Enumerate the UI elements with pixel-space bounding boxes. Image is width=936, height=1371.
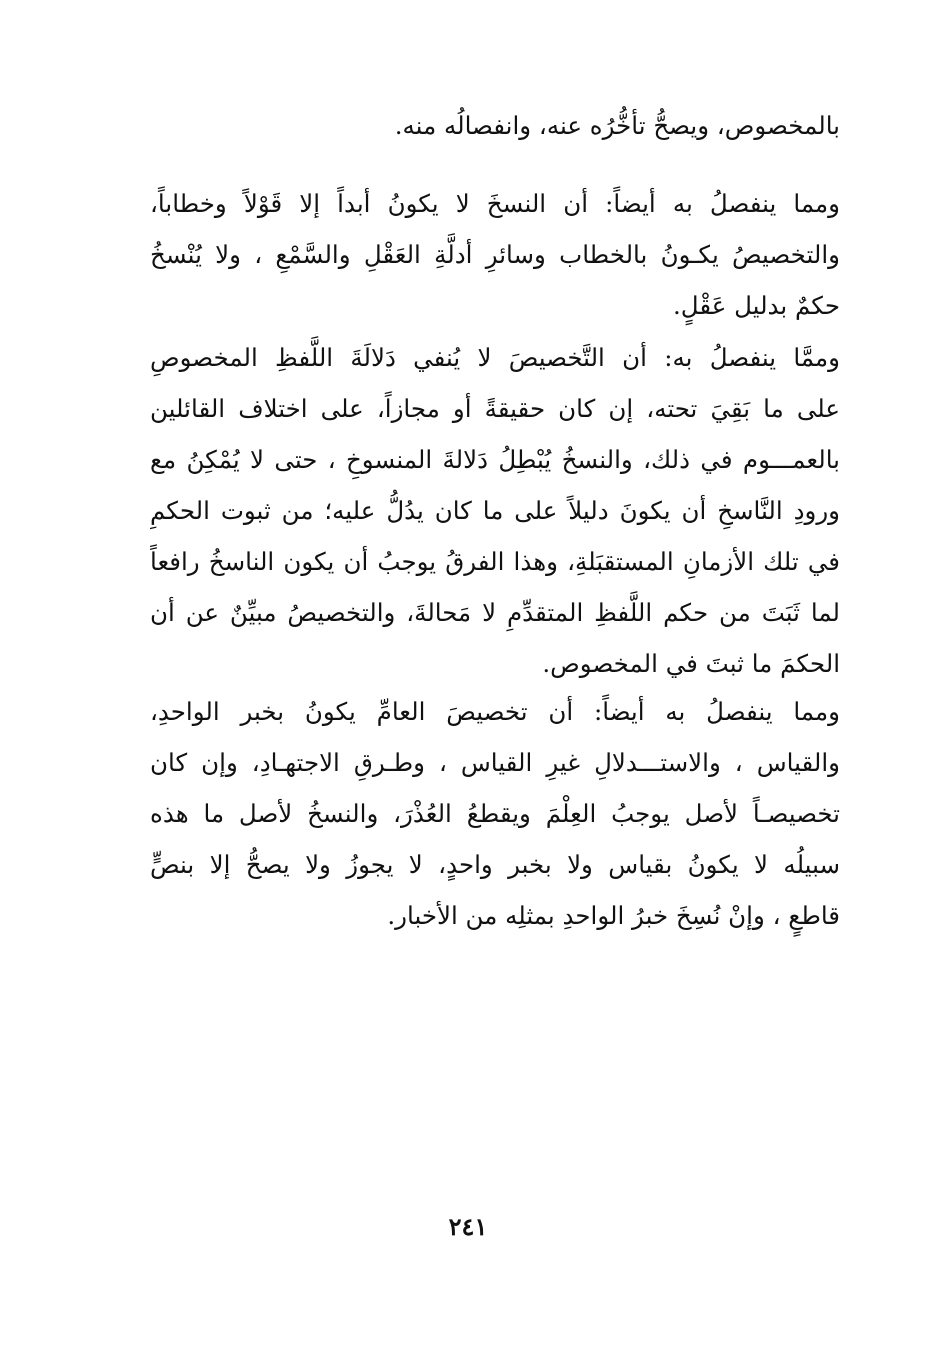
page-number: ٢٤١ (448, 1212, 488, 1241)
text-line: والقياس ، والاستـــدلالِ غيرِ القياس ، وطـرقِ الاجتهـادِ، وإن كان (150, 748, 840, 777)
text-line: بالعمـــوم في ذلك، والنسخُ يُبْطِلُ دَلالةَ المنسوخِ ، حتى لا يُمْكِنُ مع (150, 445, 840, 474)
text-line: قاطعٍ ، وإنْ نُسِخَ خبرُ الواحدِ بمثلِه من الأخبار. (387, 901, 840, 930)
text-line: على ما بَقِيَ تحته، إن كان حقيقةً أو مجازاً، على اختلاف القائلين (150, 394, 840, 423)
text-line: الحكمَ ما ثبتَ في المخصوص. (542, 649, 840, 678)
text-line: في تلك الأزمانِ المستقبَلةِ، وهذا الفرقُ يوجبُ أن يكون الناسخُ رافعاً (150, 547, 840, 576)
text-line: والتخصيصُ يكـونُ بالخطاب وسائرِ أدلَّةِ العَقْلِ والسَّمْعِ ، ولا يُنْسخُ (150, 240, 840, 269)
text-line: لما ثَبَتَ من حكم اللَّفظِ المتقدِّمِ لا مَحالةَ، والتخصيصُ مبيِّنٌ عن أن (150, 598, 840, 627)
text-line: ومما ينفصلُ به أيضاً: أن تخصيصَ العامِّ يكونُ بخبر الواحدِ، (150, 697, 840, 726)
paragraph-2 (150, 178, 840, 331)
text-line: ومما ينفصلُ به أيضاً: أن النسخَ لا يكونُ أبداً إلا قَوْلاً وخطاباً، (150, 189, 840, 218)
text-line: حكمٌ بدليل عَقْلٍ. (672, 291, 840, 320)
paragraph-4 (150, 686, 840, 941)
text-line: سبيلُه لا يكونُ بقياس ولا بخبر واحدٍ، لا يجوزُ ولا يصحُّ إلا بنصٍّ (150, 850, 840, 879)
text-line: بالمخصوص، ويصحُّ تأخُّرُه عنه، وانفصالُه منه. (394, 111, 840, 140)
text-line: ورودِ النَّاسخِ أن يكونَ دليلاً على ما كان يدُلُّ عليه؛ من ثبوت الحكمِ (150, 496, 840, 525)
text-line: تخصيصـاً لأصل يوجبُ العِلْمَ ويقطعُ العُذْرَ، والنسخُ لأصل ما هذه (150, 799, 840, 828)
paragraph-1 (150, 100, 840, 151)
paragraph-3 (150, 332, 840, 689)
text-line: وممَّا ينفصلُ به: أن التَّخصيصَ لا يُنفي دَلالَةَ اللَّفظِ المخصوصِ (150, 343, 840, 372)
